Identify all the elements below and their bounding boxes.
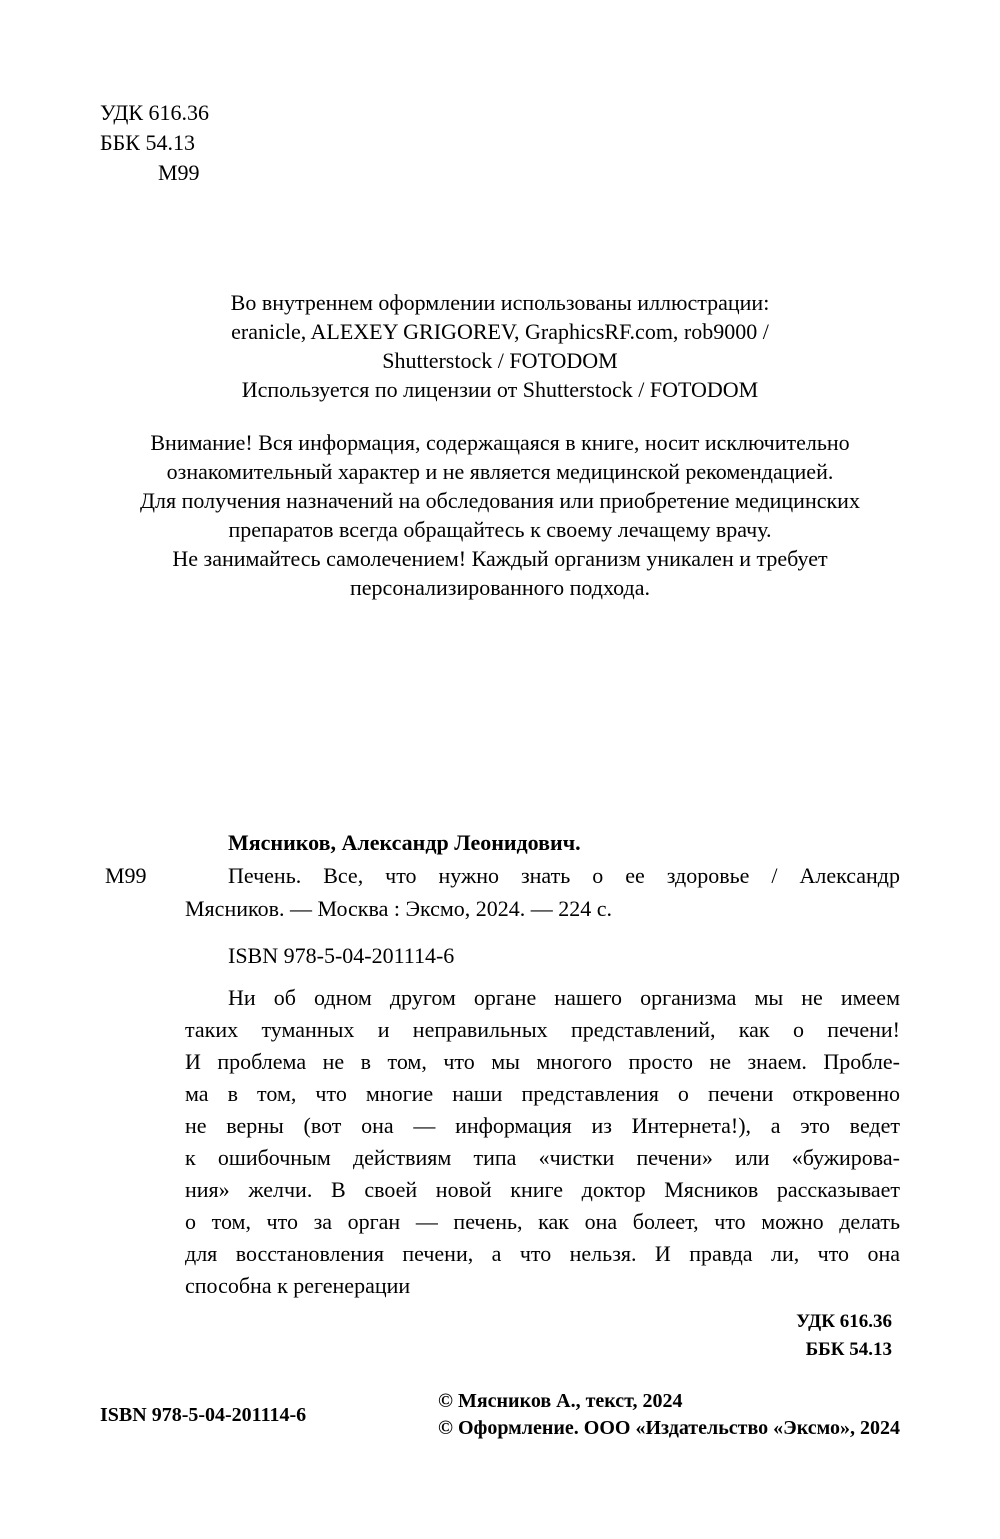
catalog-body [100, 826, 900, 972]
text-line: Во внутреннем оформлении использованы иллюстрации: [230, 290, 770, 315]
classification-codes-top [100, 98, 900, 188]
medical-disclaimer [100, 428, 900, 602]
text-line: Не занимайтесь самолечением! Каждый организм уникален и требует [172, 546, 828, 571]
footer-isbn: ISBN 978-5-04-201114-6 [100, 1403, 307, 1426]
catalog-title-line: Мясников. — Москва : Эксмо, 2024. — 224 с. [185, 896, 613, 921]
copyright-line: © Оформление. ООО «Издательство «Эксмо», 2024 [438, 1417, 900, 1439]
annotation-line: способна к регенерации [185, 1273, 411, 1298]
catalog-title-line: Печень. Все, что нужно знать о ее здоровье / Александр [228, 863, 900, 888]
annotation-line: к ошибочным действиям типа «чистки печени» или «бужирова- [185, 1145, 900, 1170]
text-line: препаратов всегда обращайтесь к своему лечащему врачу. [228, 517, 772, 542]
bbk-code: ББК 54.13 [805, 1339, 892, 1360]
author-sign-code: М99 [158, 160, 200, 185]
illustrations-credit [100, 288, 900, 404]
text-line: Shutterstock / FOTODOM [382, 348, 618, 373]
udk-code: УДК 616.36 [100, 100, 210, 125]
annotation-line: для восстановления печени, а что нельзя. И правда ли, что она [185, 1241, 900, 1266]
text-line: Внимание! Вся информация, содержащаяся в книге, носит исключительно [150, 430, 850, 455]
annotation-line: И проблема не в том, что мы многого просто не знаем. Пробле- [185, 1049, 900, 1074]
copyright-block [438, 1388, 900, 1442]
annotation-line: ма в том, что многие наши представления о печени откровенно [185, 1081, 900, 1106]
annotation-line: о том, что за орган — печень, как она болеет, что можно делать [185, 1209, 900, 1234]
annotation-line: ния» желчи. В своей новой книге доктор Мясников рассказывает [185, 1177, 900, 1202]
annotation-line: таких туманных и неправильных представлений, как о печени! [185, 1017, 900, 1042]
catalog-author: Мясников, Александр Леонидович. [228, 830, 581, 855]
bbk-code: ББК 54.13 [100, 130, 195, 155]
copyright-line: © Мясников А., текст, 2024 [438, 1390, 683, 1412]
footer [100, 1388, 900, 1442]
catalog-record [100, 826, 900, 972]
text-line: eranicle, ALEXEY GRIGOREV, GraphicsRF.com, rob9000 / [231, 319, 769, 344]
annotation-line: Ни об одном другом органе нашего организма мы не имеем [228, 985, 900, 1010]
classification-codes-bottom [100, 1308, 900, 1364]
catalog-isbn: ISBN 978-5-04-201114-6 [228, 943, 455, 968]
text-line: Для получения назначений на обследования или приобретение медицинских [140, 488, 860, 513]
udk-code: УДК 616.36 [796, 1311, 892, 1332]
text-line: Используется по лицензии от Shutterstock / FOTODOM [241, 377, 759, 402]
text-line: персонализированного подхода. [350, 575, 650, 600]
text-line: ознакомительный характер и не является медицинской рекомендацией. [166, 459, 834, 484]
annotation-line: не верны (вот она — информация из Интернета!), а это ведет [185, 1113, 900, 1138]
annotation [100, 982, 900, 1302]
catalog-author-sign: М99 [105, 863, 147, 888]
